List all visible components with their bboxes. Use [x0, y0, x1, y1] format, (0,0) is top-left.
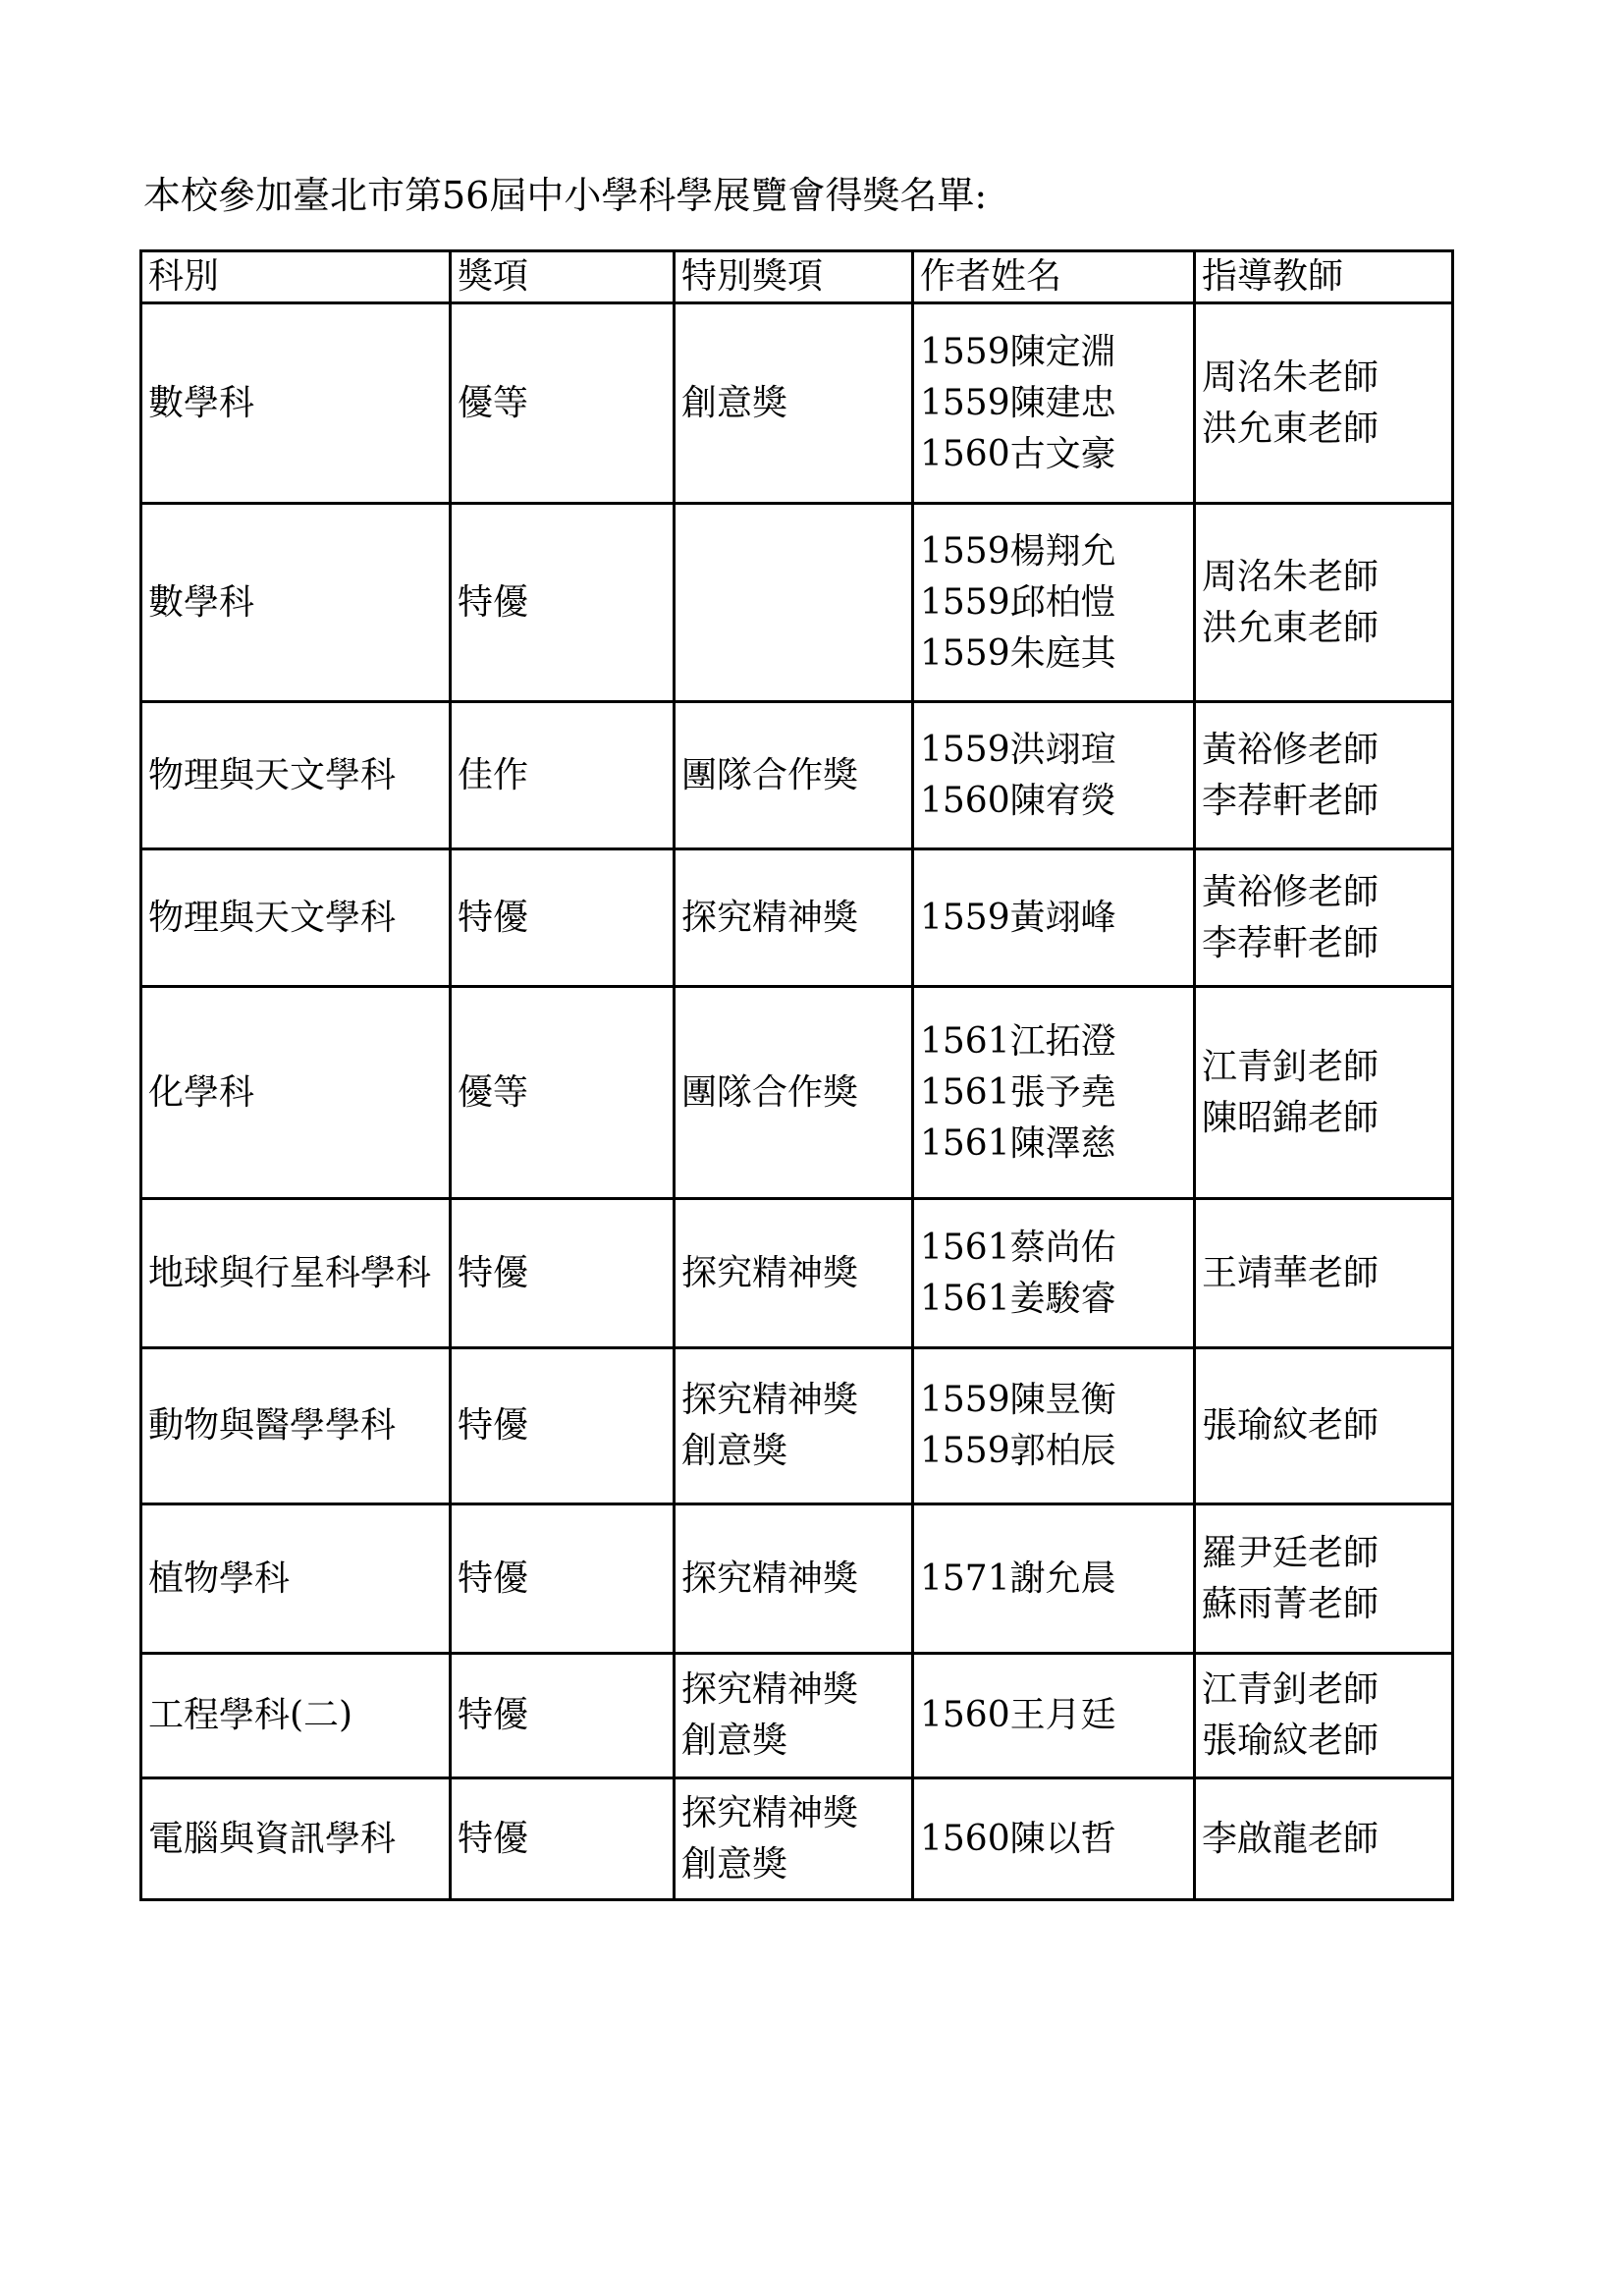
- cell-teachers-line: 李荐軒老師: [1202, 922, 1380, 963]
- cell-authors-line: 1571謝允晨: [920, 1558, 1116, 1599]
- cell-award: 特優: [451, 1199, 675, 1348]
- cell-authors-line: 1561蔡尚佑: [920, 1227, 1116, 1268]
- cell-authors-line: 1559陳建忠: [920, 382, 1116, 423]
- cell-award: 特優: [451, 1778, 675, 1900]
- cell-subject: 植物學科: [141, 1504, 451, 1654]
- cell-authors-line: 1560王月廷: [920, 1695, 1116, 1735]
- header-authors: 作者姓名: [913, 251, 1195, 303]
- cell-special-award-line: 探究精神獎: [681, 1792, 859, 1833]
- cell-teachers-line: 陳昭錦老師: [1202, 1097, 1380, 1138]
- cell-authors-line: 1560陳以哲: [920, 1818, 1116, 1859]
- cell-authors-line: 1559郭柏辰: [920, 1431, 1116, 1471]
- cell-authors: [913, 702, 1195, 849]
- table-row: [141, 504, 1453, 702]
- cell-subject: 物理與天文學科: [141, 849, 451, 987]
- cell-authors-line: 1559陳昱衡: [920, 1380, 1116, 1420]
- table-row: [141, 1504, 1453, 1654]
- cell-subject: 動物與醫學學科: [141, 1348, 451, 1504]
- cell-subject: 物理與天文學科: [141, 702, 451, 849]
- cell-special-award-line: 團隊合作獎: [681, 754, 859, 795]
- table-row: [141, 1199, 1453, 1348]
- cell-authors: [913, 1654, 1195, 1778]
- cell-teachers: [1195, 303, 1453, 504]
- cell-award: 特優: [451, 849, 675, 987]
- cell-subject: 數學科: [141, 504, 451, 702]
- cell-teachers-line: 王靖華老師: [1202, 1252, 1380, 1293]
- cell-teachers: [1195, 1654, 1453, 1778]
- cell-subject: 工程學科(二): [141, 1654, 451, 1778]
- cell-authors-line: 1560陳宥熒: [920, 780, 1116, 821]
- cell-special-award: [675, 1778, 913, 1900]
- cell-subject: 數學科: [141, 303, 451, 504]
- cell-special-award-line: 探究精神獎: [681, 1380, 859, 1420]
- header-teachers: 指導教師: [1195, 251, 1453, 303]
- table-row: [141, 1348, 1453, 1504]
- cell-subject: 電腦與資訊學科: [141, 1778, 451, 1900]
- cell-teachers-line: 洪允東老師: [1202, 607, 1380, 648]
- cell-award: 特優: [451, 504, 675, 702]
- table-row: [141, 849, 1453, 987]
- cell-award: 優等: [451, 303, 675, 504]
- cell-teachers-line: 羅尹廷老師: [1202, 1532, 1380, 1573]
- cell-award: 特優: [451, 1654, 675, 1778]
- cell-teachers-line: 洪允東老師: [1202, 408, 1380, 449]
- cell-teachers: [1195, 1348, 1453, 1504]
- cell-teachers-line: 周洺朱老師: [1202, 356, 1380, 398]
- cell-award: 佳作: [451, 702, 675, 849]
- cell-teachers-line: 李啟龍老師: [1202, 1818, 1380, 1859]
- cell-authors: [913, 1348, 1195, 1504]
- cell-authors-line: 1559邱柏愷: [920, 581, 1116, 623]
- cell-special-award: [675, 1199, 913, 1348]
- cell-teachers: [1195, 849, 1453, 987]
- cell-authors: [913, 303, 1195, 504]
- cell-teachers: [1195, 1504, 1453, 1654]
- cell-teachers-line: 黃裕修老師: [1202, 729, 1380, 770]
- cell-teachers: [1195, 1778, 1453, 1900]
- cell-special-award: [675, 303, 913, 504]
- cell-award: 特優: [451, 1348, 675, 1504]
- cell-authors-line: 1559陳定淵: [920, 331, 1116, 372]
- table-row: [141, 1778, 1453, 1900]
- table-row: [141, 303, 1453, 504]
- cell-authors-line: 1561陳澤慈: [920, 1122, 1116, 1164]
- cell-teachers: [1195, 987, 1453, 1199]
- cell-teachers-line: 周洺朱老師: [1202, 556, 1380, 597]
- cell-special-award: [675, 1654, 913, 1778]
- cell-authors-line: 1559朱庭其: [920, 632, 1116, 674]
- cell-authors: [913, 1199, 1195, 1348]
- cell-award: 優等: [451, 987, 675, 1199]
- cell-special-award-line: 創意獎: [681, 1721, 788, 1761]
- header-award: 獎項: [451, 251, 675, 303]
- cell-special-award: [675, 504, 913, 702]
- cell-teachers-line: 江青釗老師: [1202, 1669, 1380, 1710]
- page-title: 本校參加臺北市第56屆中小學科學展覽會得獎名單:: [143, 174, 988, 217]
- cell-teachers-line: 江青釗老師: [1202, 1046, 1380, 1087]
- table-row: [141, 702, 1453, 849]
- cell-special-award-line: 探究精神獎: [681, 1252, 859, 1293]
- table-row: [141, 1654, 1453, 1778]
- header-special-award: 特別獎項: [675, 251, 913, 303]
- cell-teachers: [1195, 504, 1453, 702]
- cell-teachers-line: 黃裕修老師: [1202, 871, 1380, 912]
- table-header-row: [141, 251, 1453, 303]
- cell-authors-line: 1559洪翊瑄: [920, 729, 1116, 770]
- cell-special-award-line: 探究精神獎: [681, 1669, 859, 1710]
- cell-award: 特優: [451, 1504, 675, 1654]
- header-subject: 科別: [141, 251, 451, 303]
- cell-authors-line: 1560古文豪: [920, 433, 1116, 474]
- cell-special-award: [675, 1348, 913, 1504]
- table-row: [141, 987, 1453, 1199]
- award-table-body: [141, 251, 1453, 1900]
- cell-special-award-line: 探究精神獎: [681, 897, 859, 938]
- cell-authors: [913, 1778, 1195, 1900]
- cell-authors: [913, 504, 1195, 702]
- cell-teachers-line: 張瑜紋老師: [1202, 1405, 1380, 1446]
- cell-special-award-line: 探究精神獎: [681, 1558, 859, 1599]
- cell-teachers: [1195, 1199, 1453, 1348]
- cell-teachers-line: 張瑜紋老師: [1202, 1721, 1380, 1761]
- cell-special-award-line: 創意獎: [681, 1843, 788, 1885]
- cell-authors-line: 1561姜駿睿: [920, 1278, 1116, 1319]
- cell-authors: [913, 1504, 1195, 1654]
- cell-subject: 地球與行星科學科: [141, 1199, 451, 1348]
- cell-teachers-line: 李荐軒老師: [1202, 780, 1380, 821]
- cell-authors: [913, 987, 1195, 1199]
- cell-special-award: [675, 849, 913, 987]
- award-table: [139, 249, 1454, 1901]
- cell-special-award: [675, 702, 913, 849]
- cell-authors-line: 1559楊翔允: [920, 530, 1116, 572]
- cell-subject: 化學科: [141, 987, 451, 1199]
- cell-special-award: [675, 987, 913, 1199]
- cell-teachers: [1195, 702, 1453, 849]
- cell-authors-line: 1561江拓澄: [920, 1020, 1116, 1062]
- cell-special-award-line: 團隊合作獎: [681, 1071, 859, 1113]
- cell-special-award-line: 創意獎: [681, 1431, 788, 1471]
- cell-authors: [913, 849, 1195, 987]
- cell-special-award-line: 創意獎: [681, 382, 788, 423]
- cell-authors-line: 1559黃翊峰: [920, 897, 1116, 938]
- cell-special-award: [675, 1504, 913, 1654]
- cell-authors-line: 1561張予堯: [920, 1071, 1116, 1113]
- cell-teachers-line: 蘇雨菁老師: [1202, 1583, 1380, 1624]
